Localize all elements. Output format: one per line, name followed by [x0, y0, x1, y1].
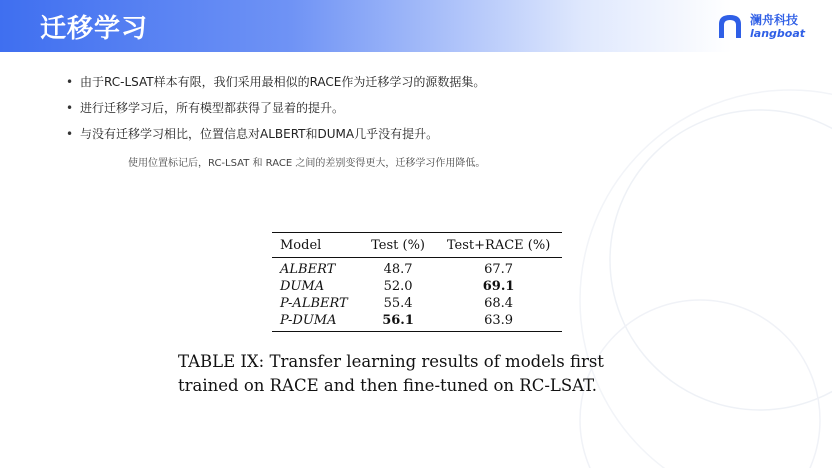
column-header-test: Test (%) — [361, 233, 435, 258]
cell-test: 55.4 — [383, 296, 413, 311]
cell-test: 52.0 — [383, 279, 413, 294]
cell-test-race: 63.9 — [435, 312, 562, 332]
logo-english-name: langboat — [750, 27, 806, 40]
table-row — [272, 278, 562, 295]
header-bar — [0, 0, 832, 52]
company-logo — [716, 10, 826, 44]
bullet-item: • 与没有迁移学习相比，位置信息对ALBERT和DUMA几乎没有提升。 — [66, 126, 485, 142]
cell-model: P-ALBERT — [280, 296, 348, 311]
bullet-item: • 进行迁移学习后，所有模型都获得了显着的提升。 — [66, 100, 485, 116]
cell-test-race: 68.4 — [484, 296, 514, 311]
results-table — [272, 232, 562, 332]
table-row — [272, 258, 562, 279]
cell-model: DUMA — [280, 279, 325, 294]
table-row — [272, 295, 562, 312]
bullet-item: • 由于RC-LSAT样本有限，我们采用最相似的RACE作为迁移学习的源数据集。 — [66, 74, 485, 90]
table-row — [272, 312, 562, 332]
table-caption: TABLE IX: Transfer learning results of models first trained on RACE and then fine-tuned on RC-LSAT. — [178, 352, 604, 395]
cell-model: P-DUMA — [272, 312, 361, 332]
cell-test: 56.1 — [361, 312, 435, 332]
logo-chinese-name: 澜舟科技 — [750, 13, 799, 27]
column-header-model: Model — [272, 233, 361, 258]
sub-note: 使用位置标记后，RC-LSAT 和 RACE 之间的差别变得更大，迁移学习作用降低。 — [128, 158, 486, 169]
table-header-row — [272, 233, 562, 258]
cell-test-race: 67.7 — [484, 262, 514, 277]
bullet-list — [66, 74, 485, 152]
cell-model: ALBERT — [280, 262, 336, 277]
slide-title: 迁移学习 — [40, 14, 149, 44]
logo-mark-icon — [716, 12, 744, 40]
column-header-test-race: Test+RACE (%) — [435, 233, 562, 258]
cell-test: 48.7 — [383, 262, 413, 277]
cell-test-race: 69.1 — [482, 279, 515, 294]
